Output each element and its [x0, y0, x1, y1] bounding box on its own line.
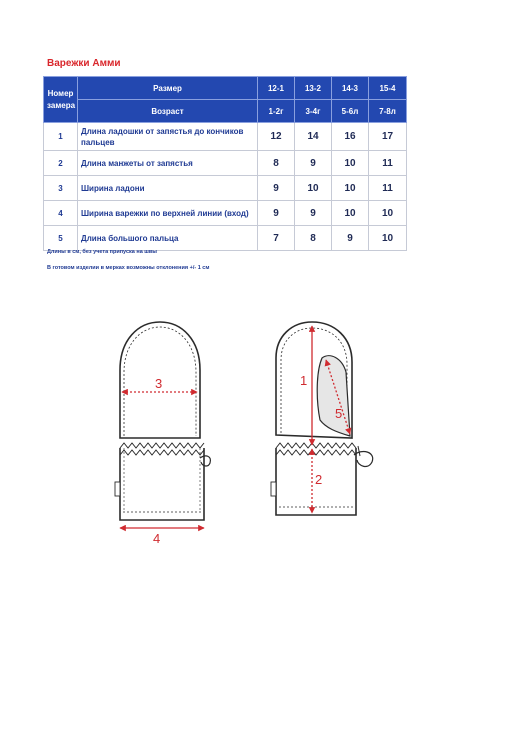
mitten-back-view	[115, 322, 210, 546]
row-number: 1	[44, 123, 78, 151]
measure-label-4: 4	[153, 531, 161, 546]
table-row	[44, 176, 407, 201]
age-cell: 5-6л	[332, 100, 369, 123]
age-cell: 1-2г	[258, 100, 295, 123]
table-row	[44, 226, 407, 251]
value-cell: 11	[369, 151, 407, 176]
row-label: Ширина ладони	[78, 176, 258, 201]
mitten-palm-view	[271, 322, 373, 515]
size-cell: 12-1	[258, 77, 295, 100]
size-header-row	[44, 77, 407, 100]
table-row	[44, 123, 407, 151]
measure-label-2: 2	[315, 472, 323, 487]
value-cell: 10	[369, 201, 407, 226]
value-cell: 9	[332, 226, 369, 251]
row-number: 5	[44, 226, 78, 251]
value-cell: 16	[332, 123, 369, 151]
value-cell: 9	[258, 201, 295, 226]
value-cell: 14	[295, 123, 332, 151]
value-cell: 10	[332, 176, 369, 201]
size-label: Размер	[78, 77, 258, 100]
measure-label-1: 1	[300, 373, 308, 388]
size-cell: 14-3	[332, 77, 369, 100]
row-label: Длина большого пальца	[78, 226, 258, 251]
tolerance-note: В готовом изделии в мерках возможны отклонения +/- 1 см	[47, 265, 210, 271]
row-number: 2	[44, 151, 78, 176]
value-cell: 7	[258, 226, 295, 251]
value-cell: 8	[258, 151, 295, 176]
page-title: Варежки Амми	[47, 58, 121, 69]
size-cell: 13-2	[295, 77, 332, 100]
value-cell: 8	[295, 226, 332, 251]
value-cell: 12	[258, 123, 295, 151]
value-cell: 10	[332, 151, 369, 176]
mitten-diagram	[0, 300, 512, 560]
row-number: 4	[44, 201, 78, 226]
value-cell: 9	[258, 176, 295, 201]
row-number: 3	[44, 176, 78, 201]
measure-label-5: 5	[335, 406, 343, 421]
value-cell: 9	[295, 201, 332, 226]
size-cell: 15-4	[369, 77, 407, 100]
age-cell: 3-4г	[295, 100, 332, 123]
value-cell: 10	[332, 201, 369, 226]
value-cell: 11	[369, 176, 407, 201]
age-header-row	[44, 100, 407, 123]
units-note: Длины в см, без учета припуска на швы	[47, 249, 157, 255]
value-cell: 10	[295, 176, 332, 201]
row-label: Ширина варежки по верхней линии (вход)	[78, 201, 258, 226]
size-table	[43, 76, 407, 251]
value-cell: 9	[295, 151, 332, 176]
table-row	[44, 201, 407, 226]
measure-label-3: 3	[155, 376, 163, 391]
value-cell: 17	[369, 123, 407, 151]
age-cell: 7-8л	[369, 100, 407, 123]
age-label: Возраст	[78, 100, 258, 123]
row-label: Длина манжеты от запястья	[78, 151, 258, 176]
value-cell: 10	[369, 226, 407, 251]
row-number-header: Номер замера	[44, 77, 78, 123]
row-label: Длина ладошки от запястья до кончиков пальцев	[78, 123, 258, 151]
table-row	[44, 151, 407, 176]
